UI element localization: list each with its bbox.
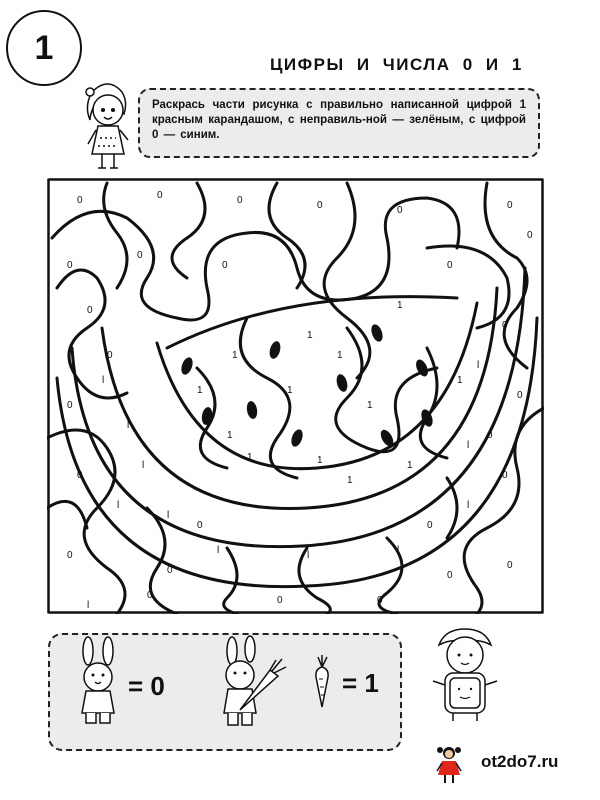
digit-wrong-1: l [217,545,220,556]
digit-1: 1 [307,330,313,341]
doll-icon [436,745,462,785]
digit-wrong-1: l [127,420,130,431]
digit-0: 0 [237,195,243,206]
digit-0: 0 [507,560,513,571]
digit-1: 1 [397,300,403,311]
digit-1: 1 [317,455,323,466]
digit-0: 0 [157,190,163,201]
digit-0: 0 [107,350,113,361]
digit-0: 0 [67,260,73,271]
digit-0: 0 [517,390,523,401]
digit-wrong-1: l [477,360,480,371]
digit-wrong-1: l [102,375,105,386]
digit-0: 0 [317,200,323,211]
digit-1: 1 [227,430,233,441]
digit-wrong-1: l [467,500,470,511]
digit-0: 0 [77,195,83,206]
digit-0: 0 [222,260,228,271]
digit-1: 1 [247,452,253,463]
page-title: ЦИФРЫ И ЧИСЛА 0 И 1 [270,55,523,74]
carrot-icon [310,653,334,713]
digit-1: 1 [367,400,373,411]
digit-0: 0 [197,520,203,531]
digit-0: 0 [397,205,403,216]
digit-0: 0 [487,430,493,441]
digit-0: 0 [507,200,513,211]
digit-1: 1 [407,460,413,471]
digit-0: 0 [502,470,508,481]
digit-0: 0 [67,550,73,561]
digit-0: 0 [447,260,453,271]
rabbit-with-carrot-icon [210,635,300,740]
digit-wrong-1: l [307,550,310,561]
legend-panel [48,633,402,751]
instruction-text: Раскрась части рисунка с правильно написанной цифрой 1 красным карандашом, с неправиль-ной — зелёным, с цифрой 0 — синим. [152,99,526,141]
rabbit-icon [68,635,128,730]
digit-1: 1 [232,350,238,361]
digit-0: 0 [277,595,283,606]
rabbit-equals: = 0 [128,671,165,701]
digit-0: 0 [67,400,73,411]
instruction-box [138,88,540,158]
digit-wrong-1: l [142,460,145,471]
digit-0: 0 [427,520,433,531]
digit-0: 0 [137,250,143,261]
page-number: 1 [6,10,82,86]
coloring-picture [47,178,544,614]
digit-0: 0 [87,305,93,316]
digit-1: 1 [197,385,203,396]
digit-0: 0 [527,230,533,241]
girl-icon [78,80,138,175]
digit-0: 0 [77,470,83,481]
digit-0: 0 [147,590,153,601]
digit-wrong-1: l [87,600,90,611]
digit-wrong-1: l [467,440,470,451]
digit-1: 1 [347,475,353,486]
digit-0: 0 [447,570,453,581]
digit-1: 1 [337,350,343,361]
carrot-equals: = 1 [342,668,379,698]
digit-1: 1 [457,375,463,386]
digit-0: 0 [502,320,508,331]
site-watermark: ot2do7.ru [481,752,559,771]
digit-0: 0 [377,595,383,606]
digit-1: 1 [287,385,293,396]
digit-wrong-1: l [397,545,400,556]
digit-0: 0 [167,565,173,576]
digit-wrong-1: l [117,500,120,511]
boy-icon [425,623,505,723]
digit-wrong-1: l [167,510,170,521]
